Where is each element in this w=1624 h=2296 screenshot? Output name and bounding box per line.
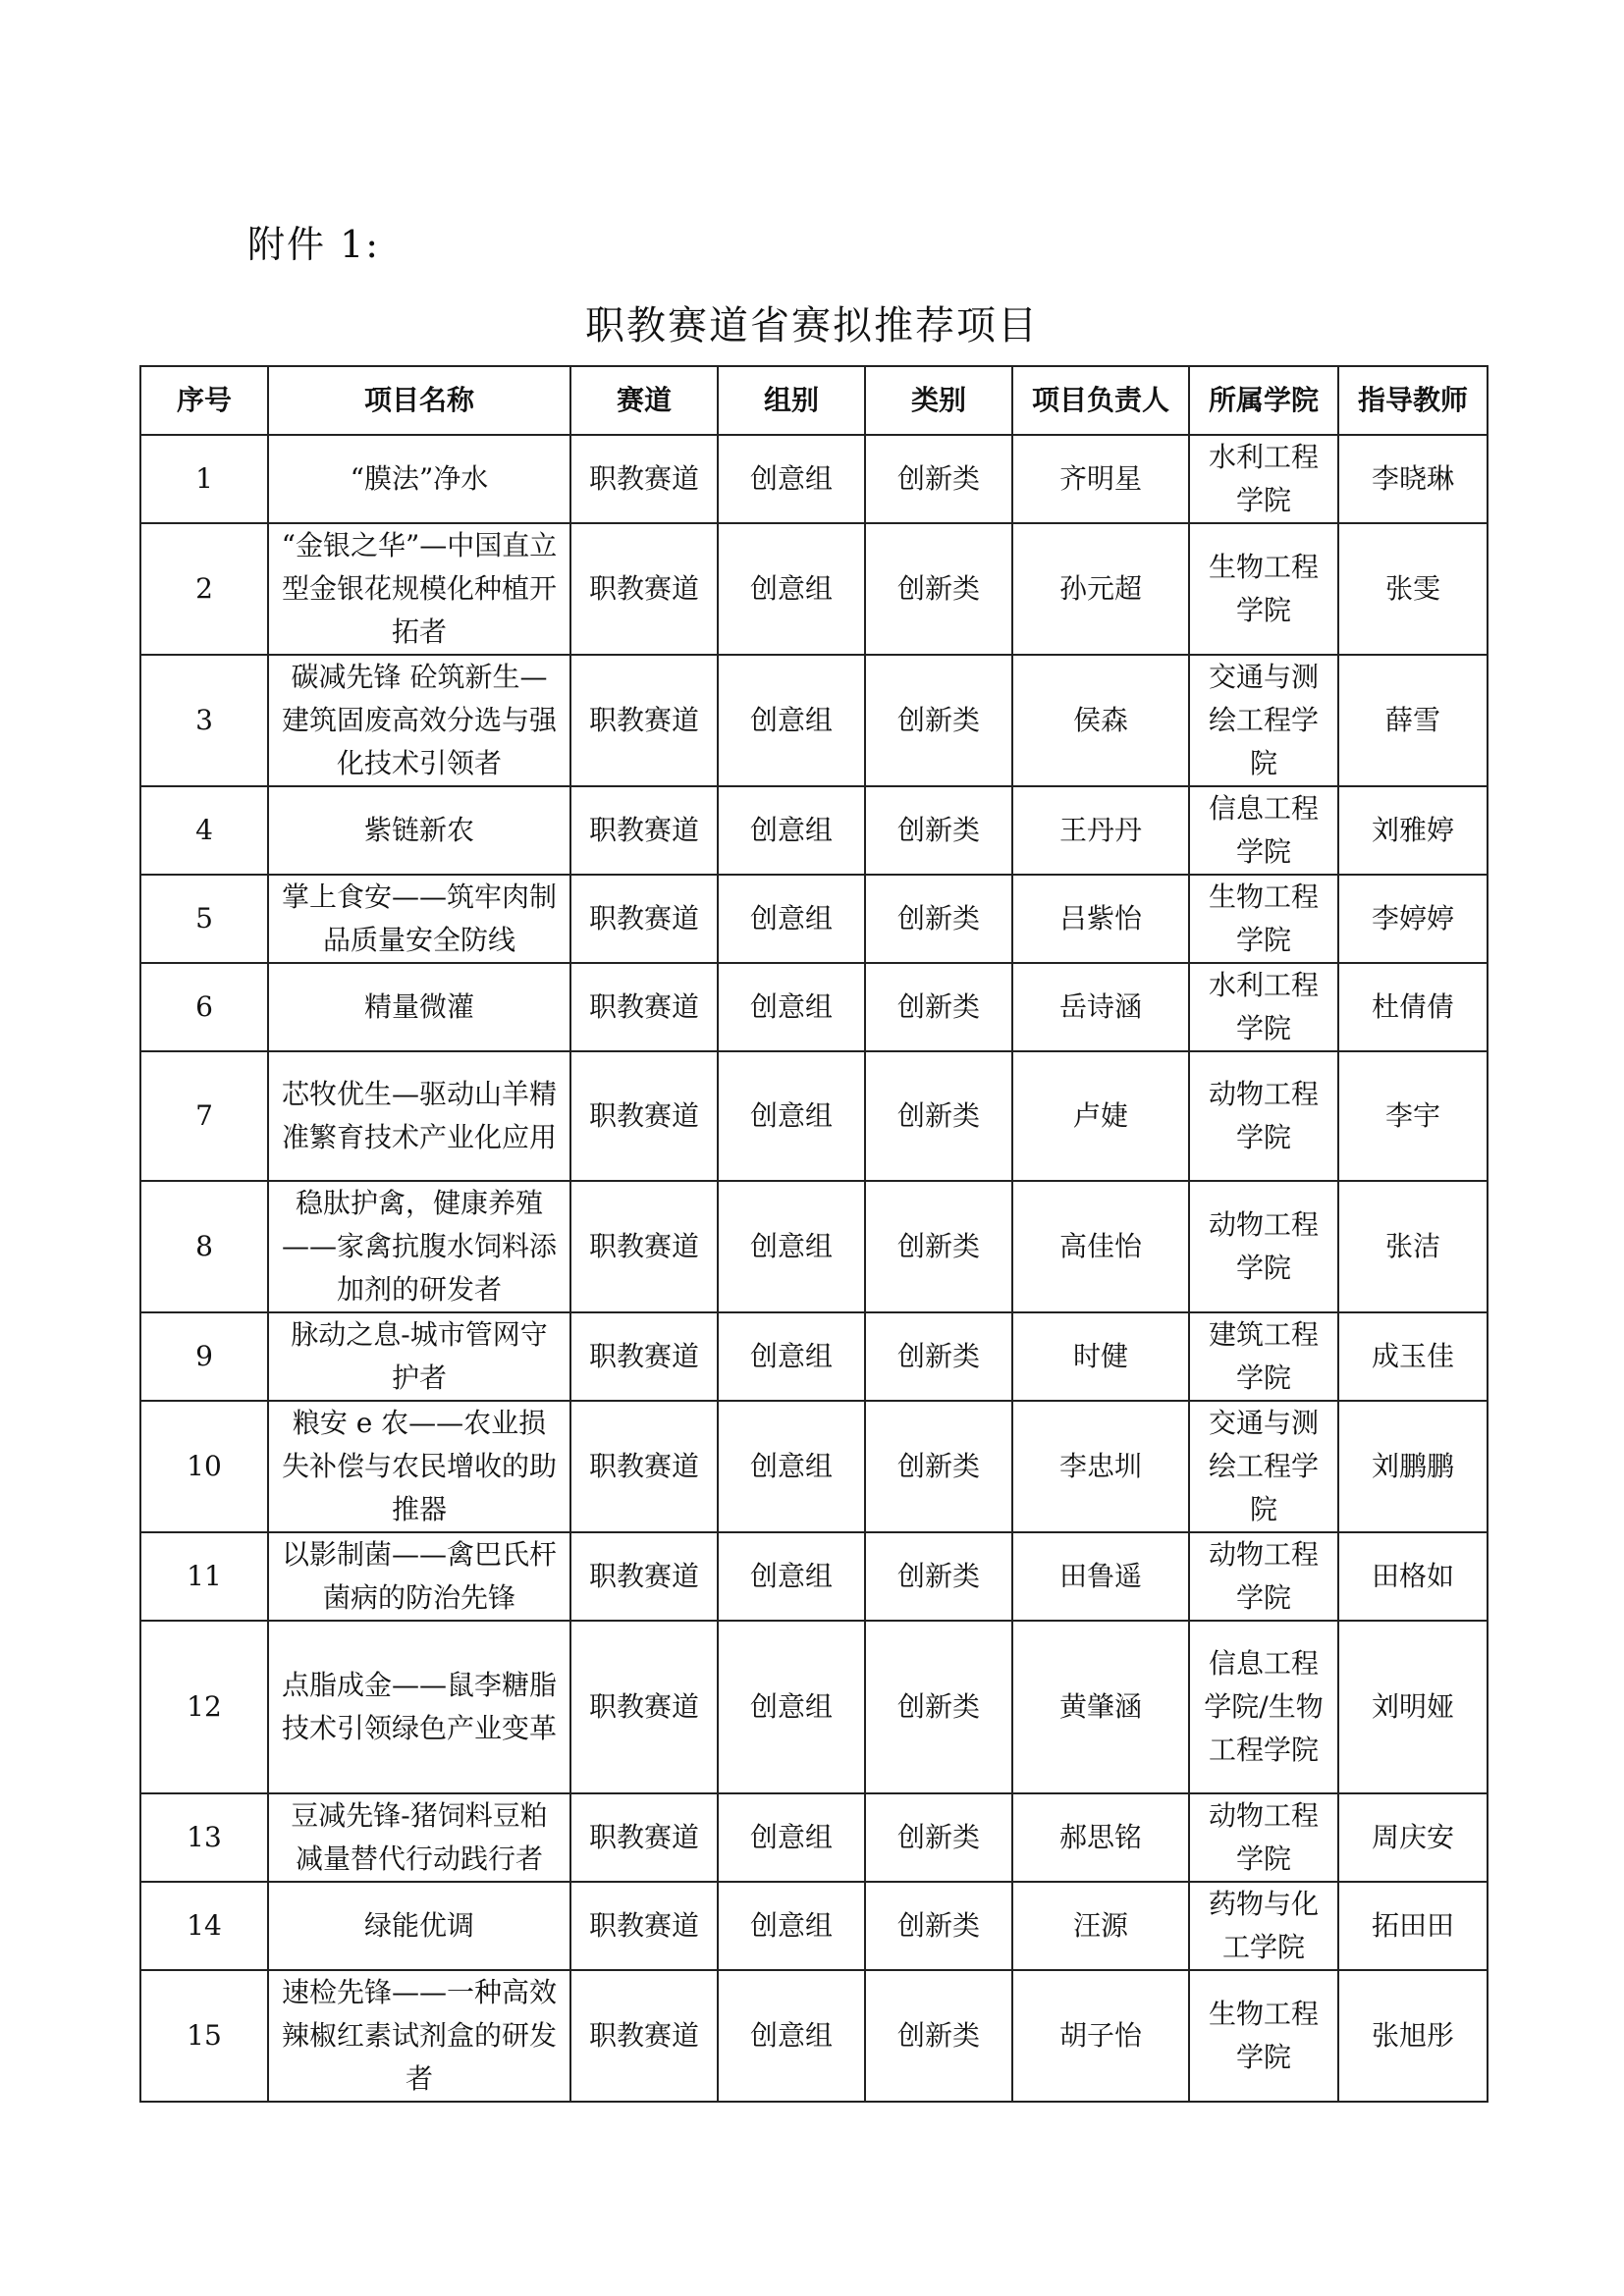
page-title: 职教赛道省赛拟推荐项目 — [585, 303, 1039, 348]
row-group-cell: 创意组 — [718, 1401, 865, 1532]
row-track-cell: 职教赛道 — [570, 523, 718, 655]
row-track-cell: 职教赛道 — [570, 1882, 718, 1970]
row-group-cell: 创意组 — [718, 875, 865, 963]
row-group-cell: 创意组 — [718, 963, 865, 1051]
table-body — [140, 435, 1488, 2102]
row-group-cell: 创意组 — [718, 655, 865, 786]
row-group-cell: 创意组 — [718, 1621, 865, 1793]
row-category-cell: 创新类 — [865, 1621, 1012, 1793]
table-row — [140, 1970, 1488, 2102]
row-college-cell: 交通与测绘工程学院 — [1189, 655, 1338, 786]
row-category-cell: 创新类 — [865, 963, 1012, 1051]
row-category-cell: 创新类 — [865, 786, 1012, 875]
row-leader-cell: 卢婕 — [1012, 1051, 1189, 1181]
row-no-cell: 10 — [140, 1401, 268, 1532]
row-group-cell: 创意组 — [718, 1532, 865, 1621]
column-header-group: 组别 — [718, 366, 865, 435]
row-advisor-cell: 薛雪 — [1338, 655, 1488, 786]
row-project-name-cell: 芯牧优生—驱动山羊精准繁育技术产业化应用 — [268, 1051, 570, 1181]
row-category-cell: 创新类 — [865, 1401, 1012, 1532]
column-header-name: 项目名称 — [268, 366, 570, 435]
row-track-cell: 职教赛道 — [570, 1532, 718, 1621]
row-group-cell: 创意组 — [718, 786, 865, 875]
row-category-cell: 创新类 — [865, 1051, 1012, 1181]
table-row — [140, 655, 1488, 786]
row-track-cell: 职教赛道 — [570, 1401, 718, 1532]
row-project-name-cell: 脉动之息-城市管网守护者 — [268, 1312, 570, 1401]
table-row — [140, 1312, 1488, 1401]
row-advisor-cell: 李晓琳 — [1338, 435, 1488, 523]
row-leader-cell: 高佳怡 — [1012, 1181, 1189, 1312]
table-row — [140, 1793, 1488, 1882]
row-advisor-cell: 张洁 — [1338, 1181, 1488, 1312]
row-project-name-cell: 以影制菌——禽巴氏杆菌病的防治先锋 — [268, 1532, 570, 1621]
row-track-cell: 职教赛道 — [570, 435, 718, 523]
row-no-cell: 13 — [140, 1793, 268, 1882]
row-college-cell: 信息工程学院/生物工程学院 — [1189, 1621, 1338, 1793]
row-leader-cell: 汪源 — [1012, 1882, 1189, 1970]
row-college-cell: 生物工程学院 — [1189, 523, 1338, 655]
row-category-cell: 创新类 — [865, 1181, 1012, 1312]
row-project-name-cell: 粮安 e 农——农业损失补偿与农民增收的助推器 — [268, 1401, 570, 1532]
row-no-cell: 11 — [140, 1532, 268, 1621]
row-group-cell: 创意组 — [718, 435, 865, 523]
row-no-cell: 1 — [140, 435, 268, 523]
row-college-cell: 建筑工程学院 — [1189, 1312, 1338, 1401]
row-category-cell: 创新类 — [865, 1312, 1012, 1401]
row-track-cell: 职教赛道 — [570, 1621, 718, 1793]
row-track-cell: 职教赛道 — [570, 1051, 718, 1181]
row-college-cell: 动物工程学院 — [1189, 1051, 1338, 1181]
row-category-cell: 创新类 — [865, 435, 1012, 523]
row-category-cell: 创新类 — [865, 1793, 1012, 1882]
row-no-cell: 7 — [140, 1051, 268, 1181]
row-advisor-cell: 张旭彤 — [1338, 1970, 1488, 2102]
row-group-cell: 创意组 — [718, 1793, 865, 1882]
column-header-advisor: 指导教师 — [1338, 366, 1488, 435]
table-row — [140, 786, 1488, 875]
row-leader-cell: 李忠圳 — [1012, 1401, 1189, 1532]
row-track-cell: 职教赛道 — [570, 1312, 718, 1401]
row-no-cell: 8 — [140, 1181, 268, 1312]
row-leader-cell: 时健 — [1012, 1312, 1189, 1401]
row-category-cell: 创新类 — [865, 1882, 1012, 1970]
row-advisor-cell: 拓田田 — [1338, 1882, 1488, 1970]
table-row — [140, 1882, 1488, 1970]
row-leader-cell: 孙元超 — [1012, 523, 1189, 655]
row-leader-cell: 齐明星 — [1012, 435, 1189, 523]
row-college-cell: 信息工程学院 — [1189, 786, 1338, 875]
table-row — [140, 963, 1488, 1051]
row-leader-cell: 侯森 — [1012, 655, 1189, 786]
row-college-cell: 动物工程学院 — [1189, 1181, 1338, 1312]
row-group-cell: 创意组 — [718, 1882, 865, 1970]
row-project-name-cell: 点脂成金——鼠李糖脂技术引领绿色产业变革 — [268, 1621, 570, 1793]
attachment-label: 附件 1: — [247, 223, 381, 266]
row-advisor-cell: 杜倩倩 — [1338, 963, 1488, 1051]
row-project-name-cell: 掌上食安——筑牢肉制品质量安全防线 — [268, 875, 570, 963]
row-group-cell: 创意组 — [718, 1970, 865, 2102]
row-no-cell: 9 — [140, 1312, 268, 1401]
row-project-name-cell: 绿能优调 — [268, 1882, 570, 1970]
row-project-name-cell: 紫链新农 — [268, 786, 570, 875]
row-no-cell: 4 — [140, 786, 268, 875]
row-advisor-cell: 成玉佳 — [1338, 1312, 1488, 1401]
row-project-name-cell: 碳减先锋 砼筑新生—建筑固废高效分选与强化技术引领者 — [268, 655, 570, 786]
column-header-leader: 项目负责人 — [1012, 366, 1189, 435]
row-college-cell: 水利工程学院 — [1189, 963, 1338, 1051]
row-category-cell: 创新类 — [865, 655, 1012, 786]
row-leader-cell: 胡子怡 — [1012, 1970, 1189, 2102]
table-row — [140, 1532, 1488, 1621]
row-leader-cell: 岳诗涵 — [1012, 963, 1189, 1051]
row-college-cell: 生物工程学院 — [1189, 875, 1338, 963]
row-track-cell: 职教赛道 — [570, 655, 718, 786]
row-project-name-cell: 精量微灌 — [268, 963, 570, 1051]
table-header-row — [140, 366, 1488, 435]
row-college-cell: 药物与化工学院 — [1189, 1882, 1338, 1970]
row-leader-cell: 王丹丹 — [1012, 786, 1189, 875]
row-advisor-cell: 刘明娅 — [1338, 1621, 1488, 1793]
row-college-cell: 动物工程学院 — [1189, 1793, 1338, 1882]
row-no-cell: 5 — [140, 875, 268, 963]
row-project-name-cell: 稳肽护禽，健康养殖——家禽抗腹水饲料添加剂的研发者 — [268, 1181, 570, 1312]
row-no-cell: 12 — [140, 1621, 268, 1793]
row-no-cell: 2 — [140, 523, 268, 655]
row-advisor-cell: 田格如 — [1338, 1532, 1488, 1621]
row-project-name-cell: “金银之华”—中国直立型金银花规模化种植开拓者 — [268, 523, 570, 655]
row-advisor-cell: 周庆安 — [1338, 1793, 1488, 1882]
row-leader-cell: 黄肇涵 — [1012, 1621, 1189, 1793]
row-college-cell: 动物工程学院 — [1189, 1532, 1338, 1621]
row-no-cell: 3 — [140, 655, 268, 786]
row-project-name-cell: 豆减先锋-猪饲料豆粕减量替代行动践行者 — [268, 1793, 570, 1882]
row-project-name-cell: 速检先锋——一种高效辣椒红素试剂盒的研发者 — [268, 1970, 570, 2102]
row-project-name-cell: “膜法”净水 — [268, 435, 570, 523]
row-group-cell: 创意组 — [718, 523, 865, 655]
row-leader-cell: 郝思铭 — [1012, 1793, 1189, 1882]
table-row — [140, 1401, 1488, 1532]
row-advisor-cell: 李宇 — [1338, 1051, 1488, 1181]
row-group-cell: 创意组 — [718, 1181, 865, 1312]
projects-table — [139, 365, 1489, 2103]
row-leader-cell: 田鲁遥 — [1012, 1532, 1189, 1621]
column-header-no: 序号 — [140, 366, 268, 435]
row-no-cell: 6 — [140, 963, 268, 1051]
row-track-cell: 职教赛道 — [570, 1793, 718, 1882]
row-track-cell: 职教赛道 — [570, 1970, 718, 2102]
table-row — [140, 1051, 1488, 1181]
row-college-cell: 水利工程学院 — [1189, 435, 1338, 523]
row-track-cell: 职教赛道 — [570, 1181, 718, 1312]
column-header-track: 赛道 — [570, 366, 718, 435]
row-category-cell: 创新类 — [865, 875, 1012, 963]
row-advisor-cell: 李婷婷 — [1338, 875, 1488, 963]
table-row — [140, 523, 1488, 655]
row-track-cell: 职教赛道 — [570, 875, 718, 963]
row-college-cell: 生物工程学院 — [1189, 1970, 1338, 2102]
row-no-cell: 15 — [140, 1970, 268, 2102]
row-track-cell: 职教赛道 — [570, 963, 718, 1051]
row-advisor-cell: 刘鹏鹏 — [1338, 1401, 1488, 1532]
row-advisor-cell: 刘雅婷 — [1338, 786, 1488, 875]
row-college-cell: 交通与测绘工程学院 — [1189, 1401, 1338, 1532]
column-header-category: 类别 — [865, 366, 1012, 435]
row-category-cell: 创新类 — [865, 1532, 1012, 1621]
table-row — [140, 1621, 1488, 1793]
row-track-cell: 职教赛道 — [570, 786, 718, 875]
table-row — [140, 1181, 1488, 1312]
row-group-cell: 创意组 — [718, 1051, 865, 1181]
row-category-cell: 创新类 — [865, 523, 1012, 655]
column-header-college: 所属学院 — [1189, 366, 1338, 435]
row-category-cell: 创新类 — [865, 1970, 1012, 2102]
table-row — [140, 435, 1488, 523]
row-group-cell: 创意组 — [718, 1312, 865, 1401]
row-no-cell: 14 — [140, 1882, 268, 1970]
row-advisor-cell: 张雯 — [1338, 523, 1488, 655]
table-row — [140, 875, 1488, 963]
row-leader-cell: 吕紫怡 — [1012, 875, 1189, 963]
